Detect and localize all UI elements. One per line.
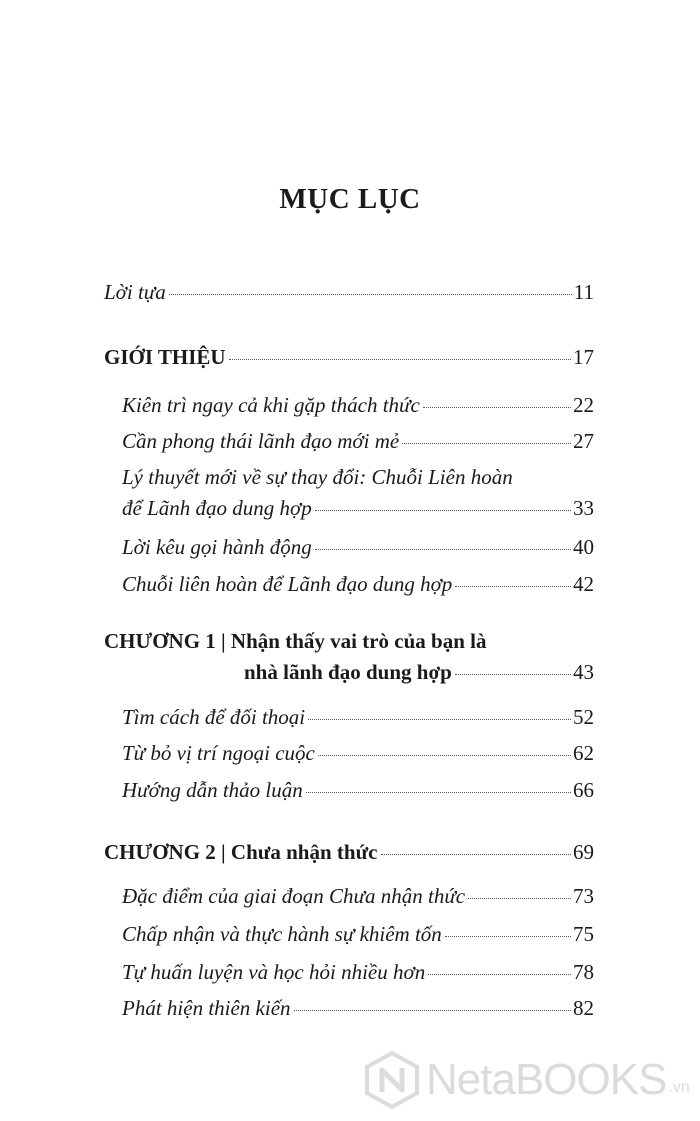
toc-label: Chấp nhận và thực hành sự khiêm tốn <box>122 922 442 946</box>
toc-entry-phat-hien[interactable] <box>122 996 594 1020</box>
toc-entry-loi-keu-goi[interactable] <box>122 535 594 559</box>
toc-entry-tu-huan-luyen[interactable] <box>122 960 594 984</box>
dot-leader <box>294 1010 571 1011</box>
toc-entry-tim-cach[interactable] <box>122 705 594 729</box>
toc-page-number: 33 <box>573 496 594 520</box>
toc-entry-chuong2[interactable] <box>104 840 594 864</box>
toc-entry-kien-tri[interactable] <box>122 393 594 417</box>
dot-leader <box>169 294 572 295</box>
toc-label: Lời kêu gọi hành động <box>122 535 312 559</box>
dot-leader <box>306 792 571 793</box>
page-title: MỤC LỤC <box>279 183 421 215</box>
toc-page-number: 69 <box>573 840 594 864</box>
toc-page-number: 22 <box>573 393 594 417</box>
toc-entry-chap-nhan[interactable] <box>122 922 594 946</box>
toc-label: Hướng dẫn thảo luận <box>122 778 303 802</box>
toc-label: Chuỗi liên hoàn để Lãnh đạo dung hợp <box>122 572 453 596</box>
toc-entry-chuong1[interactable] <box>104 660 594 684</box>
toc-label: Lời tựa <box>104 280 166 304</box>
toc-label: Tìm cách để đối thoại <box>122 705 306 729</box>
neta-n-logo-icon <box>362 1050 422 1110</box>
toc-entry-huong-dan[interactable] <box>122 778 594 802</box>
toc-entry-tu-bo[interactable] <box>122 741 594 765</box>
toc-label: GIỚI THIỆU <box>104 345 226 369</box>
toc-label: Cần phong thái lãnh đạo mới mẻ <box>122 429 400 453</box>
toc-page-number: 82 <box>573 996 594 1020</box>
toc-label: Phát hiện thiên kiến <box>122 996 291 1020</box>
toc-label: Đặc điểm của giai đoạn Chưa nhận thức <box>122 884 466 908</box>
dot-leader <box>315 549 571 550</box>
dot-leader <box>428 974 571 975</box>
watermark-suffix: .vn <box>668 1079 690 1096</box>
dot-leader <box>445 936 571 937</box>
toc-page-number: 17 <box>573 345 594 369</box>
toc-page-number: 73 <box>573 884 594 908</box>
toc-entry-dac-diem[interactable] <box>122 884 594 908</box>
toc-label: Từ bỏ vị trí ngoại cuộc <box>122 741 315 765</box>
dot-leader <box>315 510 571 511</box>
toc-label: nhà lãnh đạo dung hợp <box>244 660 452 684</box>
toc-label: để Lãnh đạo dung hợp <box>122 496 312 520</box>
toc-page-number: 62 <box>573 741 594 765</box>
dot-leader <box>455 674 571 675</box>
toc-entry-gioi-thieu[interactable] <box>104 345 594 369</box>
toc-label: CHƯƠNG 2 | Chưa nhận thức <box>104 840 378 864</box>
toc-entry-chuong1-line1[interactable]: CHƯƠNG 1 | Nhận thấy vai trò của bạn là <box>104 629 487 653</box>
dot-leader <box>468 898 571 899</box>
toc-label: Kiên trì ngay cả khi gặp thách thức <box>122 393 420 417</box>
netabooks-watermark <box>362 1047 692 1113</box>
toc-entry-chuoi-lien-hoan[interactable] <box>122 572 594 596</box>
toc-entry-can-phong-thai[interactable] <box>122 429 594 453</box>
toc-entry-ly-thuyet-line1[interactable]: Lý thuyết mới về sự thay đổi: Chuỗi Liên hoàn <box>122 465 513 489</box>
toc-page-number: 42 <box>573 572 594 596</box>
watermark-brand: NetaBOOKS <box>426 1055 667 1104</box>
toc-label: Tự huấn luyện và học hỏi nhiều hơn <box>122 960 426 984</box>
toc-page-number: 75 <box>573 922 594 946</box>
toc-page-number: 66 <box>573 778 594 802</box>
toc-page-number: 52 <box>573 705 594 729</box>
toc-page-number: 43 <box>573 660 594 684</box>
toc-page-number: 11 <box>573 280 594 304</box>
dot-leader <box>381 854 571 855</box>
toc-entry-ly-thuyet[interactable] <box>122 496 594 520</box>
dot-leader <box>402 443 571 444</box>
dot-leader <box>308 719 571 720</box>
dot-leader <box>455 586 571 587</box>
dot-leader <box>318 755 571 756</box>
dot-leader <box>423 407 571 408</box>
toc-page-number: 27 <box>573 429 594 453</box>
toc-entry-loi-tua[interactable] <box>104 280 594 304</box>
dot-leader <box>229 359 571 360</box>
toc-page-number: 78 <box>573 960 594 984</box>
toc-page-number: 40 <box>573 535 594 559</box>
